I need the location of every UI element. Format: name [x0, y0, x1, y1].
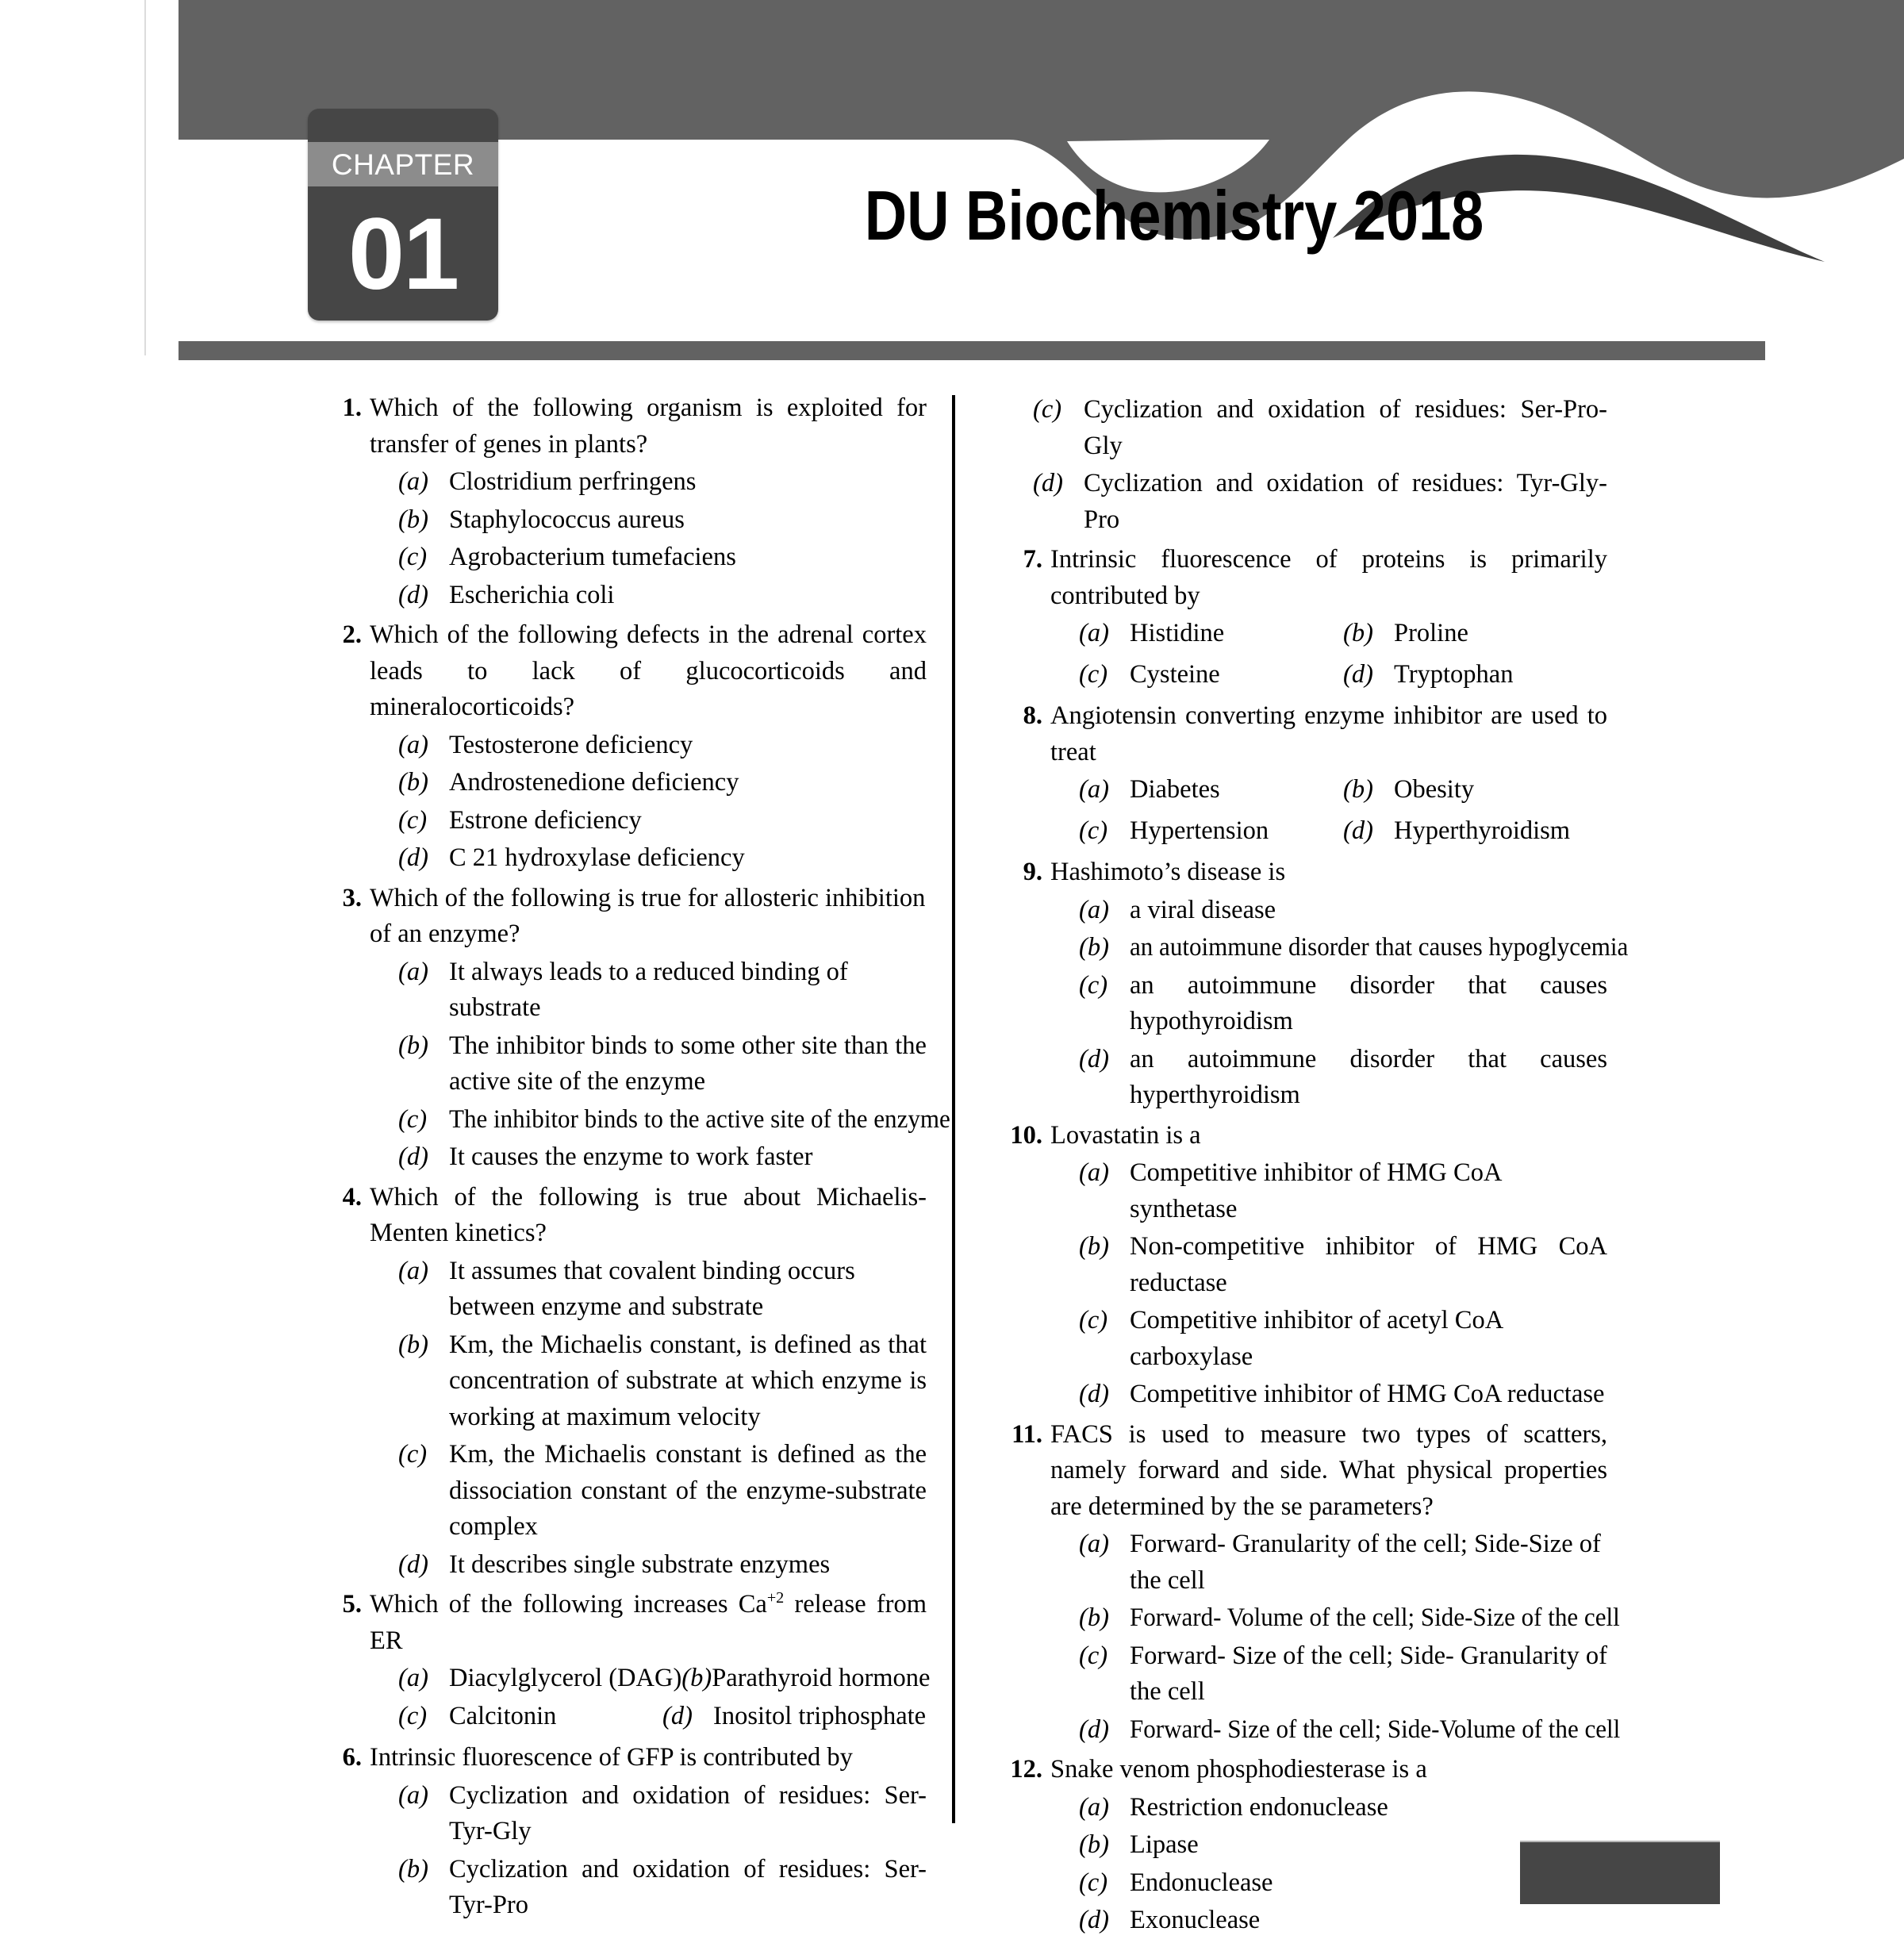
chapter-label-band [308, 142, 498, 186]
option-label: (d) [1079, 1380, 1109, 1408]
question-block [324, 617, 927, 877]
question-number: 9. [1023, 858, 1042, 886]
option-label: (a) [1079, 1158, 1109, 1187]
option-text: Androstenedione deficiency [449, 768, 739, 797]
option-text: Km, the Michaelis constant, is defined as that concentration of substrate at which enzyme is working at maximum velocity [449, 1330, 927, 1431]
option-text: Cyclization and oxidation of residues: Tyr-Gly-Pro [1084, 469, 1607, 534]
option-list [370, 954, 950, 1176]
option-label: (a) [398, 730, 428, 759]
option-item[interactable] [1079, 813, 1343, 850]
option-text: Tryptophan [1394, 659, 1514, 689]
option-item[interactable] [398, 765, 927, 801]
option-list [1050, 1526, 1621, 1748]
option-label: (b) [1343, 619, 1373, 647]
option-label: (b) [398, 768, 428, 797]
option-label: (b) [398, 1854, 428, 1883]
option-label: (d) [398, 1142, 428, 1171]
option-item[interactable] [1079, 1155, 1607, 1227]
option-text: Diacylglycerol (DAG) [449, 1664, 682, 1692]
option-label: (b) [1079, 1603, 1109, 1632]
column-divider [952, 395, 955, 1823]
option-label: (c) [398, 1701, 428, 1730]
option-label: (b) [1079, 1830, 1109, 1859]
option-label: (d) [1079, 1906, 1109, 1934]
option-text: Competitive inhibitor of acetyl CoA carboxylase [1130, 1306, 1503, 1371]
question-number: 12. [1010, 1755, 1042, 1784]
question-number: 10. [1010, 1120, 1042, 1150]
option-item[interactable] [1079, 1042, 1607, 1114]
option-item[interactable] [398, 578, 927, 614]
option-label: (c) [1079, 1868, 1108, 1897]
page-header [0, 0, 1904, 311]
question-text-post: release from ER [370, 1590, 927, 1655]
option-item[interactable] [1079, 772, 1343, 808]
option-item[interactable] [1079, 893, 1607, 929]
option-item[interactable] [1033, 466, 1607, 538]
chapter-number: 01 [347, 197, 459, 311]
option-label: (c) [1079, 970, 1108, 1000]
option-text: Exonuclease [1130, 1906, 1261, 1934]
option-text: Km, the Michaelis constant is defined as the dissociation constant of the enzyme-substrate complex [449, 1440, 927, 1541]
option-label: (a) [398, 1780, 428, 1810]
question-block [1004, 854, 1629, 1114]
question-block [324, 1740, 927, 1924]
option-text: It describes single substrate enzymes [449, 1549, 831, 1579]
question-number: 3. [342, 883, 362, 912]
option-text: Forward- Volume of the cell; Side-Size of the cell [1130, 1603, 1620, 1632]
option-label: (d) [398, 580, 428, 609]
left-column [324, 390, 950, 1928]
option-label: (a) [1079, 1792, 1109, 1822]
option-text: Hyperthyroidism [1394, 816, 1571, 845]
question-number: 5. [342, 1590, 362, 1619]
option-label: (c) [398, 543, 428, 571]
option-label: (b) [1079, 933, 1109, 962]
option-grid [1079, 770, 1607, 851]
option-text: Diabetes [1130, 775, 1220, 804]
option-label: (a) [398, 1256, 428, 1285]
question-text [370, 1587, 927, 1659]
header-divider-rule [178, 341, 1765, 360]
option-label: (c) [1033, 395, 1062, 424]
option-label: (c) [398, 1440, 428, 1469]
option-text: Estrone deficiency [449, 805, 642, 835]
question-text: Lovastatin is a [1050, 1120, 1201, 1150]
question-text: Intrinsic fluorescence of proteins is primarily contributed by [1050, 545, 1607, 610]
option-item[interactable] [398, 1852, 927, 1924]
right-column [1004, 390, 1629, 1943]
option-text: Parathyroid hormone [712, 1664, 931, 1692]
option-list [1050, 893, 1629, 1114]
question-text: Which of the following is true for allosteric inhibition of an enzyme? [370, 883, 926, 948]
option-text: It causes the enzyme to work faster [449, 1142, 813, 1171]
option-label: (d) [662, 1701, 693, 1730]
option-text: Calcitonin [449, 1701, 557, 1730]
option-item[interactable] [398, 803, 927, 839]
chapter-number-area [308, 188, 498, 321]
option-item[interactable] [1079, 1377, 1607, 1413]
option-label: (b) [1079, 1232, 1109, 1261]
option-label: (c) [1079, 659, 1108, 689]
chapter-label: CHAPTER [331, 148, 475, 181]
option-list [1050, 1155, 1607, 1413]
question-text-pre: Which of the following increases Ca [370, 1590, 767, 1619]
option-text: an autoimmune disorder that causes hypoglycemia [1130, 933, 1629, 962]
question-number: 1. [342, 394, 362, 422]
question-number: 8. [1023, 701, 1042, 730]
option-text: Histidine [1130, 619, 1225, 647]
option-text: Cysteine [1130, 659, 1220, 689]
question-number: 7. [1023, 545, 1042, 574]
question-block [1004, 698, 1607, 851]
option-item-pair[interactable] [398, 1661, 931, 1697]
option-grid [1079, 614, 1607, 694]
option-text: It assumes that covalent binding occurs between enzyme and substrate [449, 1256, 855, 1321]
option-label: (a) [398, 1664, 428, 1692]
option-item[interactable] [398, 1437, 927, 1546]
option-item[interactable] [1033, 392, 1607, 464]
option-label: (b) [1343, 775, 1373, 804]
option-label: (d) [398, 843, 428, 872]
charge-superscript: +2 [766, 1589, 785, 1607]
question-text: FACS is used to measure two types of scatters, namely forward and side. What physical properties are determined by the se parameters? [1050, 1419, 1607, 1521]
question-block [324, 1180, 927, 1584]
option-text: Cyclization and oxidation of residues: Ser-Tyr-Pro [449, 1854, 927, 1919]
option-label: (d) [1079, 1715, 1109, 1744]
question-continuation-block [1004, 392, 1607, 538]
question-block [324, 881, 950, 1176]
option-text: Cyclization and oxidation of residues: Ser-Tyr-Gly [449, 1780, 927, 1845]
option-item[interactable] [398, 1327, 927, 1436]
option-text: Hypertension [1130, 816, 1269, 845]
option-label: (c) [1079, 1641, 1108, 1670]
option-item[interactable] [1079, 1712, 1621, 1749]
option-text: Testosterone deficiency [449, 730, 693, 759]
question-block [1004, 542, 1607, 694]
option-text: Lipase [1130, 1830, 1199, 1859]
option-text: Competitive inhibitor of HMG CoA synthetase [1130, 1158, 1501, 1223]
option-text: Competitive inhibitor of HMG CoA reductase [1130, 1380, 1605, 1408]
option-text: C 21 hydroxylase deficiency [449, 843, 745, 872]
option-label: (a) [398, 467, 428, 496]
option-item[interactable] [398, 1139, 927, 1176]
question-text: Which of the following defects in the adrenal cortex leads to lack of glucocorticoids and mineralocorticoids? [370, 620, 927, 721]
option-text: The inhibitor binds to the active site of the enzyme [449, 1104, 950, 1134]
option-text: Non-competitive inhibitor of HMG CoA reductase [1130, 1232, 1607, 1297]
question-number: 4. [342, 1182, 362, 1211]
option-list [370, 1254, 927, 1584]
question-text: Which of the following is true about Michaelis-Menten kinetics? [370, 1182, 927, 1247]
page-title: DU Biochemistry 2018 [864, 176, 1484, 255]
question-number: 2. [342, 620, 362, 649]
option-label: (c) [1079, 816, 1108, 845]
option-text: Proline [1394, 619, 1468, 647]
option-label: (c) [398, 805, 428, 835]
option-item[interactable] [1343, 657, 1607, 693]
question-text: Hashimoto’s disease is [1050, 858, 1286, 886]
option-label: (b) [398, 505, 428, 534]
option-item[interactable] [1079, 1526, 1607, 1599]
option-item[interactable] [398, 1254, 927, 1326]
option-item[interactable] [398, 1102, 950, 1139]
option-item[interactable] [1079, 1638, 1607, 1711]
option-item[interactable] [398, 502, 927, 539]
question-text: Angiotensin converting enzyme inhibitor are used to treat [1050, 701, 1607, 766]
option-list [1004, 392, 1607, 538]
option-item[interactable] [1079, 1600, 1620, 1637]
option-item[interactable] [1079, 1903, 1607, 1939]
option-item[interactable] [1079, 1303, 1607, 1375]
option-text: Escherichia coli [449, 580, 615, 609]
option-text: Restriction endonuclease [1130, 1792, 1388, 1822]
chapter-badge [308, 109, 498, 321]
option-item[interactable] [1079, 1229, 1607, 1301]
option-label: (d) [398, 1549, 428, 1579]
option-label: (a) [1079, 895, 1109, 924]
option-list [370, 1778, 927, 1924]
option-item[interactable] [1343, 616, 1607, 652]
option-label: (b) [398, 1031, 428, 1060]
question-text: Which of the following organism is exploited for transfer of genes in plants? [370, 394, 927, 459]
option-text: Forward- Size of the cell; Side- Granularity of the cell [1130, 1641, 1607, 1706]
option-label: (d) [1033, 469, 1063, 497]
option-item[interactable] [398, 1028, 927, 1100]
option-label: (a) [1079, 775, 1109, 804]
option-item[interactable] [398, 728, 927, 764]
question-block [324, 390, 927, 613]
question-text: Intrinsic fluorescence of GFP is contributed by [370, 1743, 853, 1772]
question-block [1004, 1752, 1607, 1939]
option-label: (d) [1343, 659, 1373, 689]
option-label: (c) [1079, 1306, 1108, 1334]
option-label: (a) [1079, 619, 1109, 647]
option-text: Inositol triphosphate [713, 1701, 927, 1730]
option-text: The inhibitor binds to some other site than the active site of the enzyme [449, 1031, 927, 1096]
option-text: Agrobacterium tumefaciens [449, 543, 736, 571]
option-text: an autoimmune disorder that causes hyperthyroidism [1130, 1044, 1607, 1109]
option-item[interactable] [398, 1547, 927, 1584]
option-list [370, 728, 927, 877]
option-text: Forward- Granularity of the cell; Side-Size of the cell [1130, 1530, 1601, 1595]
option-item[interactable] [1079, 616, 1343, 652]
question-block [1004, 1417, 1621, 1749]
option-label: (c) [398, 1104, 428, 1134]
option-text: Staphylococcus aureus [449, 505, 685, 534]
option-item[interactable] [398, 1699, 662, 1735]
option-text: a viral disease [1130, 895, 1276, 924]
option-item[interactable] [398, 464, 927, 501]
question-block [1004, 1118, 1607, 1413]
option-item[interactable] [1079, 930, 1629, 966]
option-item[interactable] [1343, 772, 1607, 808]
option-text: Clostridium perfringens [449, 467, 697, 496]
option-label: (d) [1079, 1044, 1109, 1073]
option-text: It always leads to a reduced binding of substrate [449, 957, 848, 1022]
option-item[interactable] [1079, 1790, 1607, 1826]
option-label: (a) [398, 957, 428, 986]
option-item[interactable] [398, 1778, 927, 1850]
question-number: 11. [1012, 1419, 1042, 1449]
option-item[interactable] [398, 840, 927, 877]
option-text: Obesity [1394, 775, 1475, 804]
option-item[interactable] [1079, 968, 1607, 1040]
option-text: an autoimmune disorder that causes hypothyroidism [1130, 970, 1607, 1035]
option-text: Cyclization and oxidation of residues: Ser-Pro-Gly [1084, 395, 1607, 460]
option-text: Forward- Size of the cell; Side-Volume of the cell [1130, 1715, 1621, 1744]
option-label: (d) [1343, 816, 1373, 845]
option-label: (a) [1079, 1530, 1109, 1558]
option-item[interactable] [1343, 813, 1607, 850]
question-text: Snake venom phosphodiesterase is a [1050, 1755, 1427, 1784]
option-item[interactable] [662, 1699, 927, 1735]
option-list [370, 464, 927, 613]
option-grid [398, 1697, 927, 1737]
option-label: (b) [398, 1330, 428, 1359]
option-item[interactable] [1079, 657, 1343, 693]
option-label: (b) [681, 1664, 712, 1692]
option-item[interactable] [398, 954, 927, 1027]
question-number: 6. [342, 1743, 362, 1772]
option-text: Endonuclease [1130, 1868, 1273, 1897]
question-block [324, 1587, 931, 1736]
footer-block [1520, 1841, 1720, 1904]
option-item[interactable] [398, 540, 927, 576]
